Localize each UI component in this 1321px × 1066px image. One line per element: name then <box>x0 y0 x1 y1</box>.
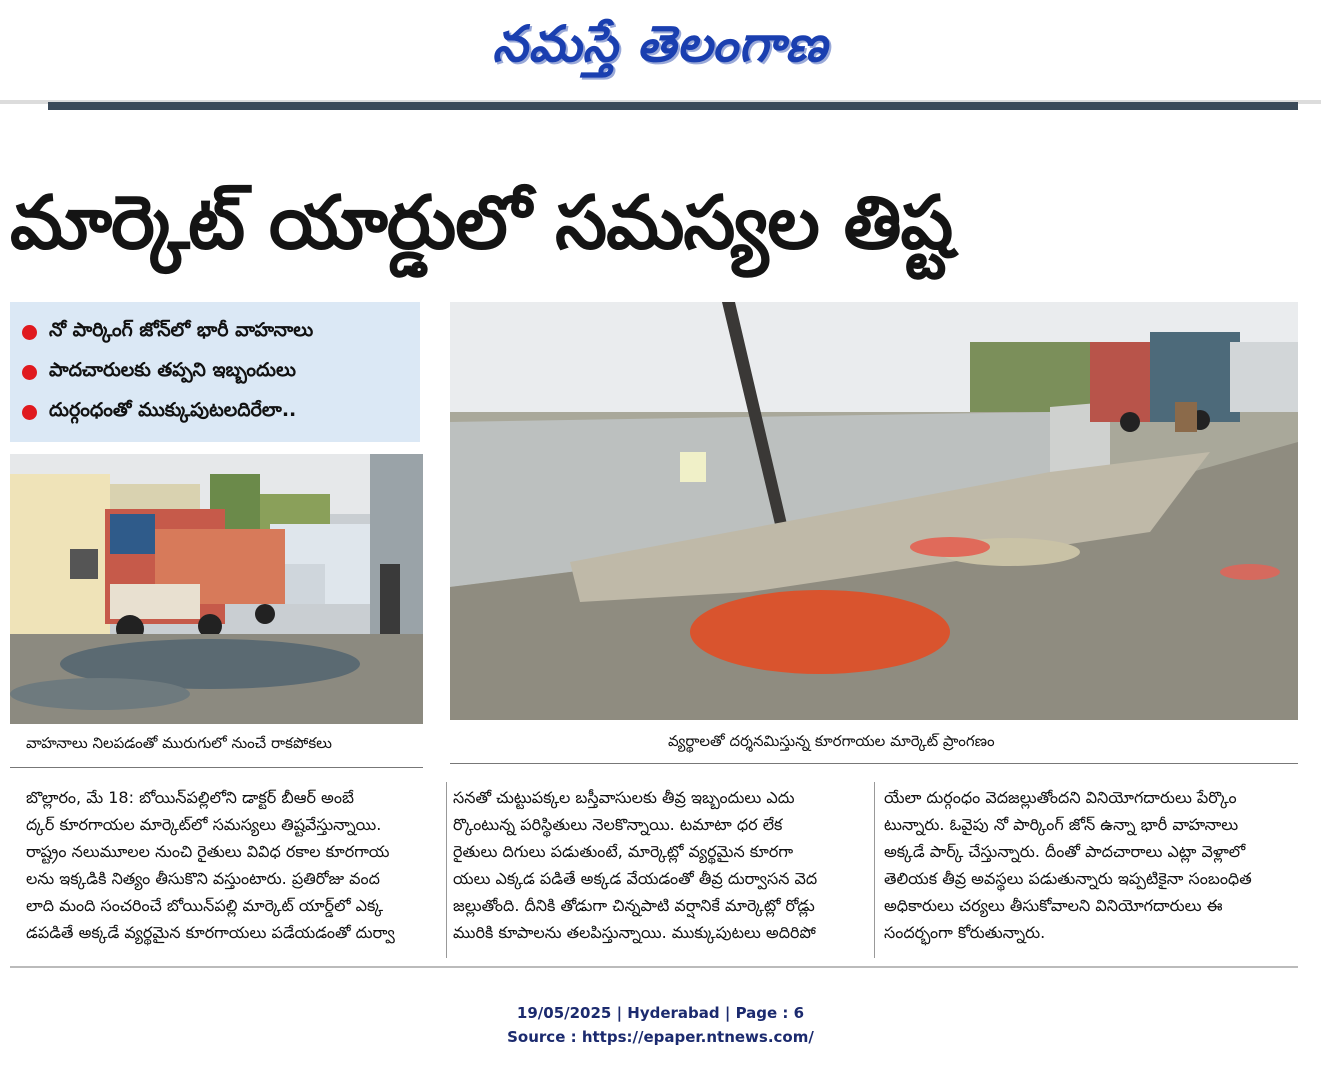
article-line: మురికి కూపాలను తలపిస్తున్నాయి. ముక్కుపుటలు అదిరిపో <box>453 923 816 942</box>
article-line: బొల్లారం, మే 18: బోయిన్‌పల్లిలోని డాక్టర్ బీఆర్ అంబే <box>26 788 354 807</box>
bullet-dot-icon <box>22 405 37 420</box>
article-line: ద్కర్ కూరగాయల మార్కెట్‌లో సమస్యలు తిష్టవేస్తున్నాయి. <box>26 815 382 834</box>
article-column-1 <box>26 784 441 946</box>
article-line: లను ఇక్కడికి నిత్యం తీసుకొని వస్తుంటారు. ప్రతిరోజు వంద <box>26 869 380 888</box>
article-line: రైతులు దిగులు పడుతుంటే, మార్కెట్లో వ్యర్థమైన కూరగా <box>453 842 794 861</box>
highlights-box <box>10 302 420 442</box>
article-line: ర్కొంటున్న పరిస్థితులు నెలకొన్నాయి. టమాటా ధర లేక <box>453 815 783 834</box>
footer-source: Source : https://epaper.ntnews.com/ <box>507 1028 814 1046</box>
highlight-text: పాదచారులకు తప్పని ఇబ్బందులు <box>49 358 297 381</box>
highlight-item <box>22 392 420 432</box>
highlight-item <box>22 312 420 352</box>
article-line: డపడితే అక్కడే వ్యర్థమైన కూరగాయలు పడేయడంతో దుర్వా <box>26 923 395 942</box>
caption-divider <box>10 767 423 768</box>
article-line: రాష్ట్రం నలుమూలల నుంచి రైతులు వివిధ రకాల కూరగాయ <box>26 842 390 861</box>
article-line: జల్లుతోంది. దీనికి తోడుగా చిన్నపాటి వర్షానికే మార్కెట్లో రోడ్లు <box>453 896 815 915</box>
footer-date-edition: 19/05/2025 | Hyderabad | Page : 6 <box>516 1004 805 1022</box>
article-bottom-rule <box>10 966 1298 968</box>
article-column-3 <box>884 784 1299 946</box>
article-line: తెలియక తీవ్ర అవస్థలు పడుతున్నారు ఇప్పటికైనా సంబంధిత <box>884 869 1252 888</box>
column-rule <box>874 782 875 958</box>
caption-divider <box>450 763 1298 764</box>
article-line: సందర్భంగా కోరుతున్నారు. <box>884 923 1046 942</box>
highlight-text: నో పార్కింగ్ జోన్‌లో భారీ వాహనాలు <box>49 318 314 341</box>
bullet-dot-icon <box>22 325 37 340</box>
masthead-logo: నమస్తే తెలంగాణ <box>492 15 828 73</box>
article-line: అక్కడే పార్క్ చేస్తున్నారు. దీంతో పాదచారాలు ఎట్లా వెళ్లాలో <box>884 842 1246 861</box>
article-line: లాది మంది సంచరించే బోయిన్‌పల్లి మార్కెట్ యార్డ్‌లో ఎక్క <box>26 896 384 915</box>
right-photo-caption: వ్యర్థాలతో దర్శనమిస్తున్న కూరగాయల మార్కెట్ ప్రాంగణం <box>668 732 995 750</box>
article-line: యేలా దుర్గంధం వెదజల్లుతోందని వినియోగదారులు పేర్కొం <box>884 788 1237 807</box>
bullet-dot-icon <box>22 365 37 380</box>
article-line: యలు ఎక్కడ పడితే అక్కడ వేయడంతో తీవ్ర దుర్వాసన వెద <box>453 869 818 888</box>
market-yard-photo <box>450 302 1298 720</box>
column-rule <box>446 782 447 958</box>
left-photo-caption: వాహనాలు నిలపడంతో మురుగులో నుంచే రాకపోకలు <box>26 734 332 752</box>
header-rule <box>48 102 1298 110</box>
article-line: సనతో చుట్టుపక్కల బస్తీవాసులకు తీవ్ర ఇబ్బందులు ఎదు <box>453 788 795 807</box>
highlight-item <box>22 352 420 392</box>
article-line: అధికారులు చర్యలు తీసుకోవాలని వినియోగదారులు ఈ <box>884 896 1223 915</box>
truck-street-photo <box>10 454 423 724</box>
article-column-2 <box>453 784 868 946</box>
article-line: టున్నారు. ఓవైపు నో పార్కింగ్ జోన్ ఉన్నా భారీ వాహనాలు <box>884 815 1239 834</box>
highlight-text: దుర్గంధంతో ముక్కుపుటలదిరేలా.. <box>49 398 297 421</box>
headline: మార్కెట్ యార్డులో సమస్యల తిష్ట <box>10 180 953 266</box>
